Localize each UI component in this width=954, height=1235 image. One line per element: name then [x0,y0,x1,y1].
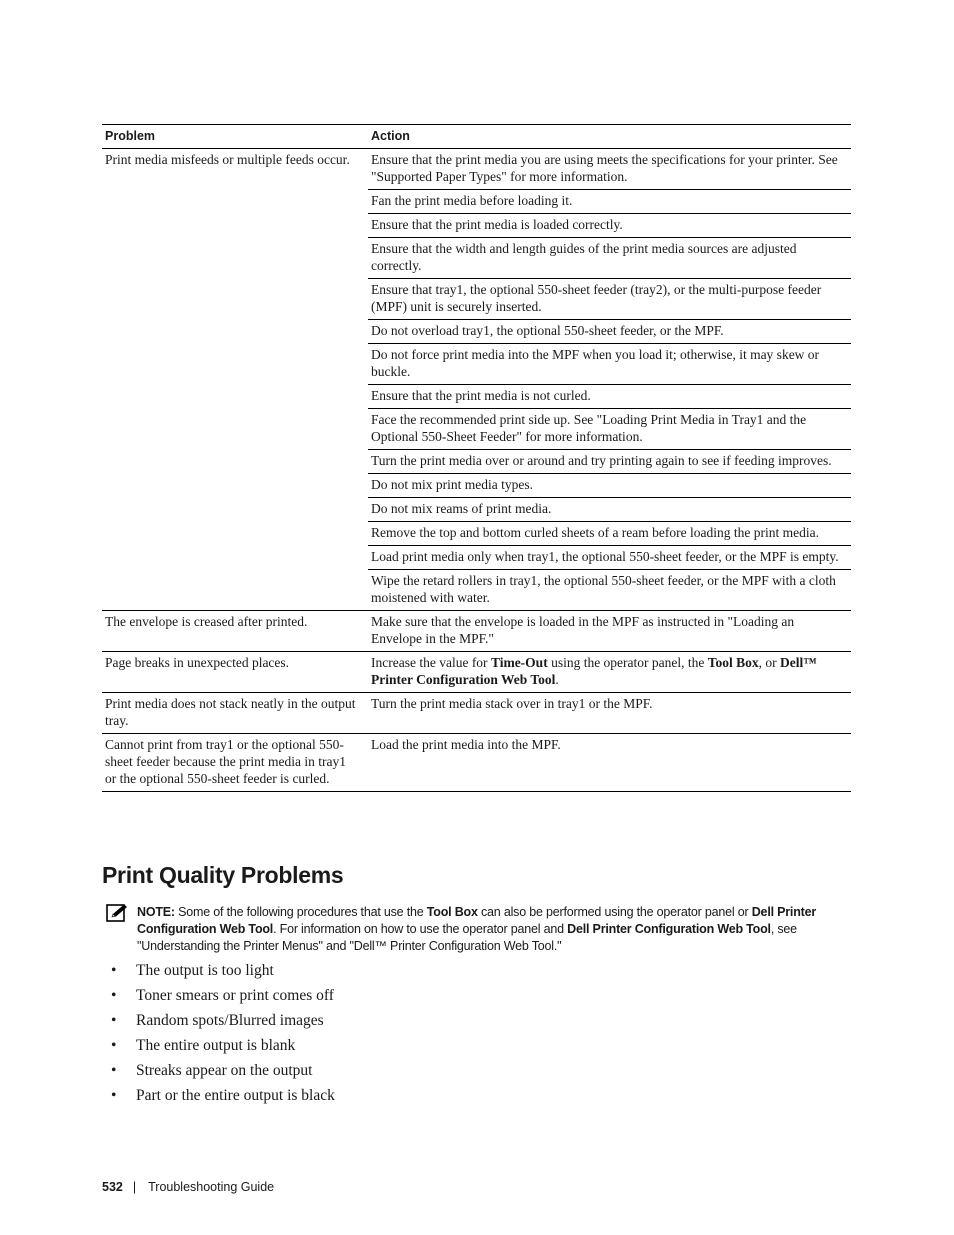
bullet-icon: • [111,1037,117,1054]
table-row [102,693,851,734]
action-text: . [555,672,559,687]
action-text: Load print media only when tray1, the optional 550-sheet feeder, or the MPF is empty. [371,549,839,564]
action-text: Do not force print media into the MPF when you load it; otherwise, it may skew or buckle. [371,347,820,379]
list-item [102,983,335,1008]
action-cell [368,238,851,279]
note-bold-text: NOTE: [137,905,175,919]
action-bold-text: Dell™ Printer Configuration Web Tool [371,655,817,687]
action-cell [368,546,851,570]
problem-cell: Cannot print from tray1 or the optional 550-sheet feeder because the print media in tray1 or the optional 550-sheet feeder is curled. [102,734,368,792]
section-heading: Print Quality Problems [102,862,344,888]
table-row [102,611,851,652]
problem-cell: Print media misfeeds or multiple feeds occur. [102,149,368,611]
list-item-text: Random spots/Blurred images [136,1012,324,1029]
bullet-icon: • [111,987,117,1004]
pencil-note-icon [106,904,128,922]
bullet-icon: • [111,1012,117,1029]
action-cell [368,450,851,474]
action-cell [368,611,851,652]
action-text: Face the recommended print side up. See "Loading Print Media in Tray1 and the Optional 550-Sheet Feeder" for more information. [371,412,807,444]
note-bold-text: Dell Printer Configuration Web Tool [137,905,817,936]
list-item [102,1058,335,1083]
action-cell [368,570,851,611]
column-header-problem: Problem [102,125,368,149]
note-text-span: Some of the following procedures that use the [174,905,427,919]
troubleshooting-table [102,124,851,792]
action-cell [368,344,851,385]
action-text: Do not mix print media types. [371,477,533,492]
action-text: Ensure that the print media you are using meets the specifications for your printer. See "Supported Paper Types" for more information. [371,152,838,184]
table-header-row [102,125,851,149]
page-footer [102,1180,274,1194]
note-text [137,904,849,955]
action-cell [368,320,851,344]
action-cell [368,409,851,450]
table-body [102,149,851,792]
action-text: using the operator panel, the [547,655,708,670]
action-text: Remove the top and bottom curled sheets of a ream before loading the print media. [371,525,819,540]
action-text: Turn the print media stack over in tray1 or the MPF. [371,696,653,711]
action-text: Increase the value for [371,655,491,670]
action-cell [368,474,851,498]
bullet-icon: • [111,1087,117,1104]
action-text: Do not mix reams of print media. [371,501,552,516]
action-cell [368,693,851,734]
table-row [102,149,851,190]
list-item-text: Streaks appear on the output [136,1062,313,1079]
action-text: , or [758,655,781,670]
action-cell [368,652,851,693]
note-text-span: can also be performed using the operator panel or [477,905,752,919]
bullet-icon: • [111,962,117,979]
action-cell [368,149,851,190]
footer-separator: | [132,1180,137,1194]
action-cell [368,498,851,522]
note-bold-text: Dell Printer Configuration Web Tool [567,922,771,936]
note-text-span: , see "Understanding the Printer Menus" and "Dell™ Printer Configuration Web Tool." [137,922,797,953]
problem-cell: Page breaks in unexpected places. [102,652,368,693]
action-cell [368,190,851,214]
list-item [102,1083,335,1108]
action-text: Wipe the retard rollers in tray1, the optional 550-sheet feeder, or the MPF with a cloth moistened with water. [371,573,836,605]
action-text: Ensure that tray1, the optional 550-sheet feeder (tray2), or the multi-purpose feeder (MPF) unit is securely inserted. [371,282,822,314]
action-text: Fan the print media before loading it. [371,193,573,208]
action-text: Make sure that the envelope is loaded in the MPF as instructed in "Loading an Envelope in the MPF." [371,614,795,646]
list-item [102,1008,335,1033]
note-text-span: . For information on how to use the operator panel and [273,922,568,936]
quality-problems-list [102,958,335,1108]
list-item-text: The output is too light [136,962,274,979]
table-row [102,734,851,792]
action-text: Ensure that the width and length guides of the print media sources are adjusted correctly. [371,241,797,273]
action-text: Ensure that the print media is loaded correctly. [371,217,623,232]
action-cell [368,734,851,792]
column-header-action: Action [368,125,851,149]
action-text: Ensure that the print media is not curled. [371,388,591,403]
action-text: Turn the print media over or around and try printing again to see if feeding improves. [371,453,832,468]
list-item [102,1033,335,1058]
note-bold-text: Tool Box [426,905,478,919]
problem-cell: Print media does not stack neatly in the output tray. [102,693,368,734]
action-cell [368,279,851,320]
problem-cell: The envelope is creased after printed. [102,611,368,652]
bullet-icon: • [111,1062,117,1079]
list-item [102,958,335,983]
action-cell [368,385,851,409]
page-number: 532 [102,1180,123,1194]
table-row [102,652,851,693]
action-bold-text: Tool Box [707,655,759,670]
footer-title: Troubleshooting Guide [148,1180,275,1194]
list-item-text: Toner smears or print comes off [136,987,334,1004]
list-item-text: Part or the entire output is black [136,1087,335,1104]
action-bold-text: Time-Out [490,655,548,670]
action-cell [368,522,851,546]
action-cell [368,214,851,238]
action-text: Load the print media into the MPF. [371,737,561,752]
action-text: Do not overload tray1, the optional 550-sheet feeder, or the MPF. [371,323,724,338]
list-item-text: The entire output is blank [136,1037,296,1054]
